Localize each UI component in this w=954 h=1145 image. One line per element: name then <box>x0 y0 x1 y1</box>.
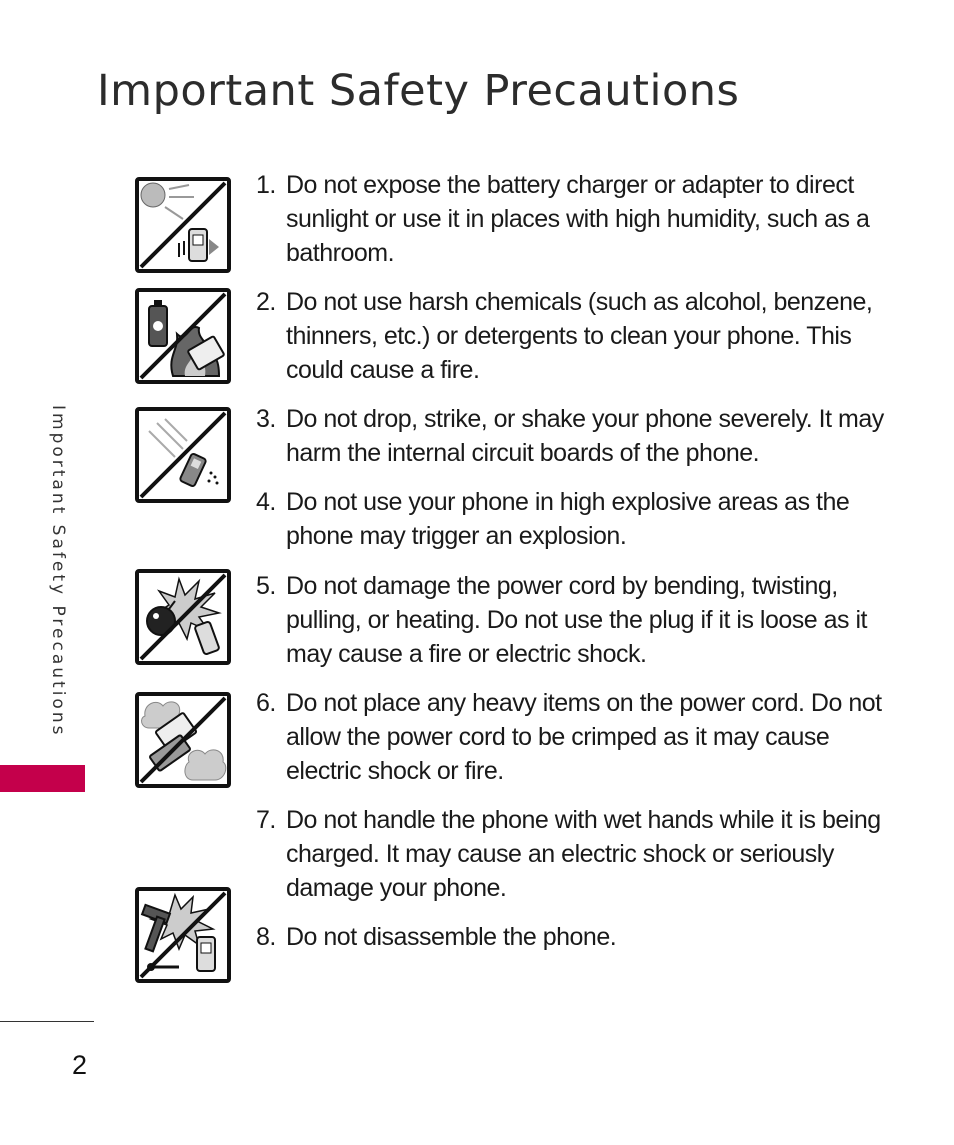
precaution-number: 1. <box>256 171 276 199</box>
precaution-text: Do not disassemble the phone. <box>286 923 617 951</box>
side-section-label: Important Safety Precautions <box>48 405 68 738</box>
drop-strike-icon <box>135 407 231 503</box>
precaution-item <box>256 686 886 788</box>
precaution-number: 3. <box>256 405 276 433</box>
precaution-text: Do not damage the power cord by bending, twisting, pulling, or heating. Do not use the plug if it is loose as it may cause a fire or electric shock. <box>286 572 867 668</box>
precaution-item <box>256 285 886 387</box>
precaution-text: Do not expose the battery charger or adapter to direct sunlight or use it in places with high humidity, such as a bathroom. <box>286 171 870 267</box>
chemicals-fire-icon <box>135 288 231 384</box>
precaution-number: 8. <box>256 923 276 951</box>
precaution-text: Do not handle the phone with wet hands while it is being charged. It may cause an electric shock or seriously damage your phone. <box>286 806 881 902</box>
precaution-item <box>256 168 886 270</box>
precaution-item <box>256 569 886 671</box>
precaution-item <box>256 803 886 905</box>
precaution-text: Do not use your phone in high explosive areas as the phone may trigger an explosion. <box>286 488 850 550</box>
heavy-items-cord-icon <box>135 692 231 788</box>
explosion-icon <box>135 569 231 665</box>
page-number: 2 <box>72 1050 88 1080</box>
precaution-text: Do not drop, strike, or shake your phone severely. It may harm the internal circuit boards of the phone. <box>286 405 884 467</box>
disassemble-icon <box>135 887 231 983</box>
precaution-text: Do not place any heavy items on the power cord. Do not allow the power cord to be crimped as it may cause electric shock or fire. <box>286 689 882 785</box>
page-title: Important Safety Precautions <box>97 66 740 116</box>
footer-rule <box>0 1021 94 1022</box>
section-tab-marker <box>0 765 85 792</box>
precaution-number: 7. <box>256 806 276 834</box>
precaution-item <box>256 920 886 954</box>
precaution-text: Do not use harsh chemicals (such as alcohol, benzene, thinners, etc.) or detergents to clean your phone. This could cause a fire. <box>286 288 873 384</box>
precaution-number: 2. <box>256 288 276 316</box>
precaution-number: 5. <box>256 572 276 600</box>
precaution-number: 6. <box>256 689 276 717</box>
sunlight-humidity-icon <box>135 177 231 273</box>
precaution-number: 4. <box>256 488 276 516</box>
precaution-item <box>256 402 886 470</box>
precaution-item <box>256 485 886 553</box>
